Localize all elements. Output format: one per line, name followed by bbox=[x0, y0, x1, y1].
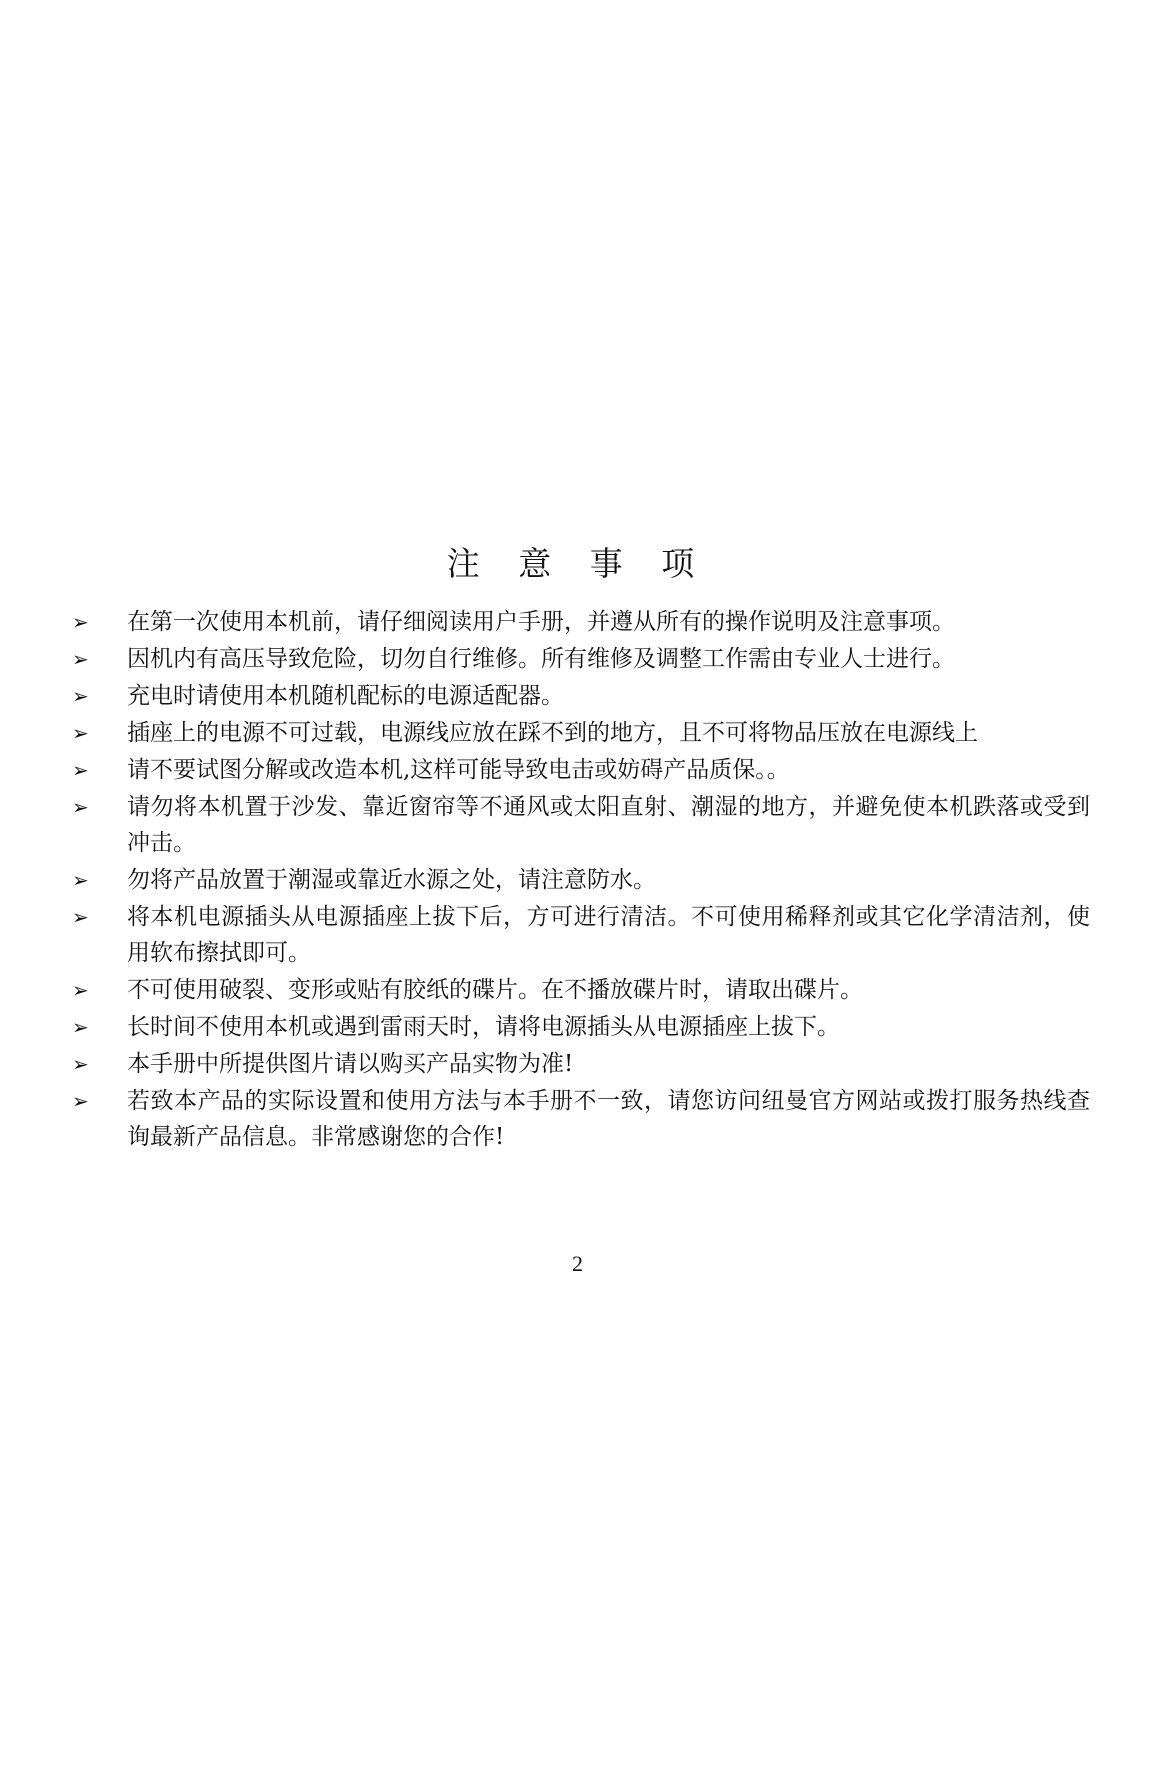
notice-text: 将本机电源插头从电源插座上拔下后，方可进行清洁。不可使用稀释剂或其它化学清洁剂，使用软布擦拭即可。 bbox=[127, 904, 1090, 966]
notice-text: 因机内有高压导致危险，切勿自行维修。所有维修及调整工作需由专业人士进行。 bbox=[127, 646, 955, 672]
notice-item bbox=[70, 1046, 1090, 1082]
arrow-bullet-icon: ➢ bbox=[72, 868, 89, 892]
notice-item bbox=[70, 715, 1090, 751]
page-number: 2 bbox=[572, 1251, 583, 1276]
arrow-bullet-icon: ➢ bbox=[72, 1015, 89, 1039]
notice-item bbox=[70, 972, 1090, 1008]
arrow-bullet-icon: ➢ bbox=[72, 795, 89, 819]
notice-item bbox=[70, 789, 1090, 861]
notice-item bbox=[70, 604, 1090, 640]
notice-item bbox=[70, 862, 1090, 898]
notice-item bbox=[70, 641, 1090, 677]
notice-text: 请不要试图分解或改造本机,这样可能导致电击或妨碍产品质保。。 bbox=[127, 757, 790, 783]
notice-text: 不可使用破裂、变形或贴有胶纸的碟片。在不播放碟片时，请取出碟片。 bbox=[127, 977, 863, 1003]
arrow-bullet-icon: ➢ bbox=[72, 684, 89, 708]
notice-text: 插座上的电源不可过载，电源线应放在踩不到的地方，且不可将物品压放在电源线上 bbox=[127, 720, 978, 746]
notice-text: 若致本产品的实际设置和使用方法与本手册不一致，请您访问纽曼官方网站或拨打服务热线查询最新产品信息。非常感谢您的合作! bbox=[127, 1088, 1090, 1150]
notice-list bbox=[70, 604, 1090, 1156]
notice-text: 请勿将本机置于沙发、靠近窗帘等不通风或太阳直射、潮湿的地方，并避免使本机跌落或受到冲击。 bbox=[127, 794, 1090, 856]
arrow-bullet-icon: ➢ bbox=[72, 758, 89, 782]
notice-item bbox=[70, 752, 1090, 788]
notice-text: 充电时请使用本机随机配标的电源适配器。 bbox=[127, 683, 564, 709]
arrow-bullet-icon: ➢ bbox=[72, 721, 89, 745]
notice-item bbox=[70, 1009, 1090, 1045]
notice-item bbox=[70, 1083, 1090, 1155]
notice-item bbox=[70, 899, 1090, 971]
notice-text: 长时间不使用本机或遇到雷雨天时，请将电源插头从电源插座上拔下。 bbox=[127, 1014, 840, 1040]
arrow-bullet-icon: ➢ bbox=[72, 905, 89, 929]
arrow-bullet-icon: ➢ bbox=[72, 1052, 89, 1076]
arrow-bullet-icon: ➢ bbox=[72, 978, 89, 1002]
page-title: 注 意 事 项 bbox=[446, 544, 709, 583]
arrow-bullet-icon: ➢ bbox=[72, 610, 89, 634]
notice-text: 勿将产品放置于潮湿或靠近水源之处，请注意防水。 bbox=[127, 867, 656, 893]
notice-text: 在第一次使用本机前，请仔细阅读用户手册，并遵从所有的操作说明及注意事项。 bbox=[127, 609, 955, 635]
arrow-bullet-icon: ➢ bbox=[72, 1089, 89, 1113]
notice-text: 本手册中所提供图片请以购买产品实物为准! bbox=[127, 1051, 574, 1077]
arrow-bullet-icon: ➢ bbox=[72, 647, 89, 671]
notice-item bbox=[70, 678, 1090, 714]
